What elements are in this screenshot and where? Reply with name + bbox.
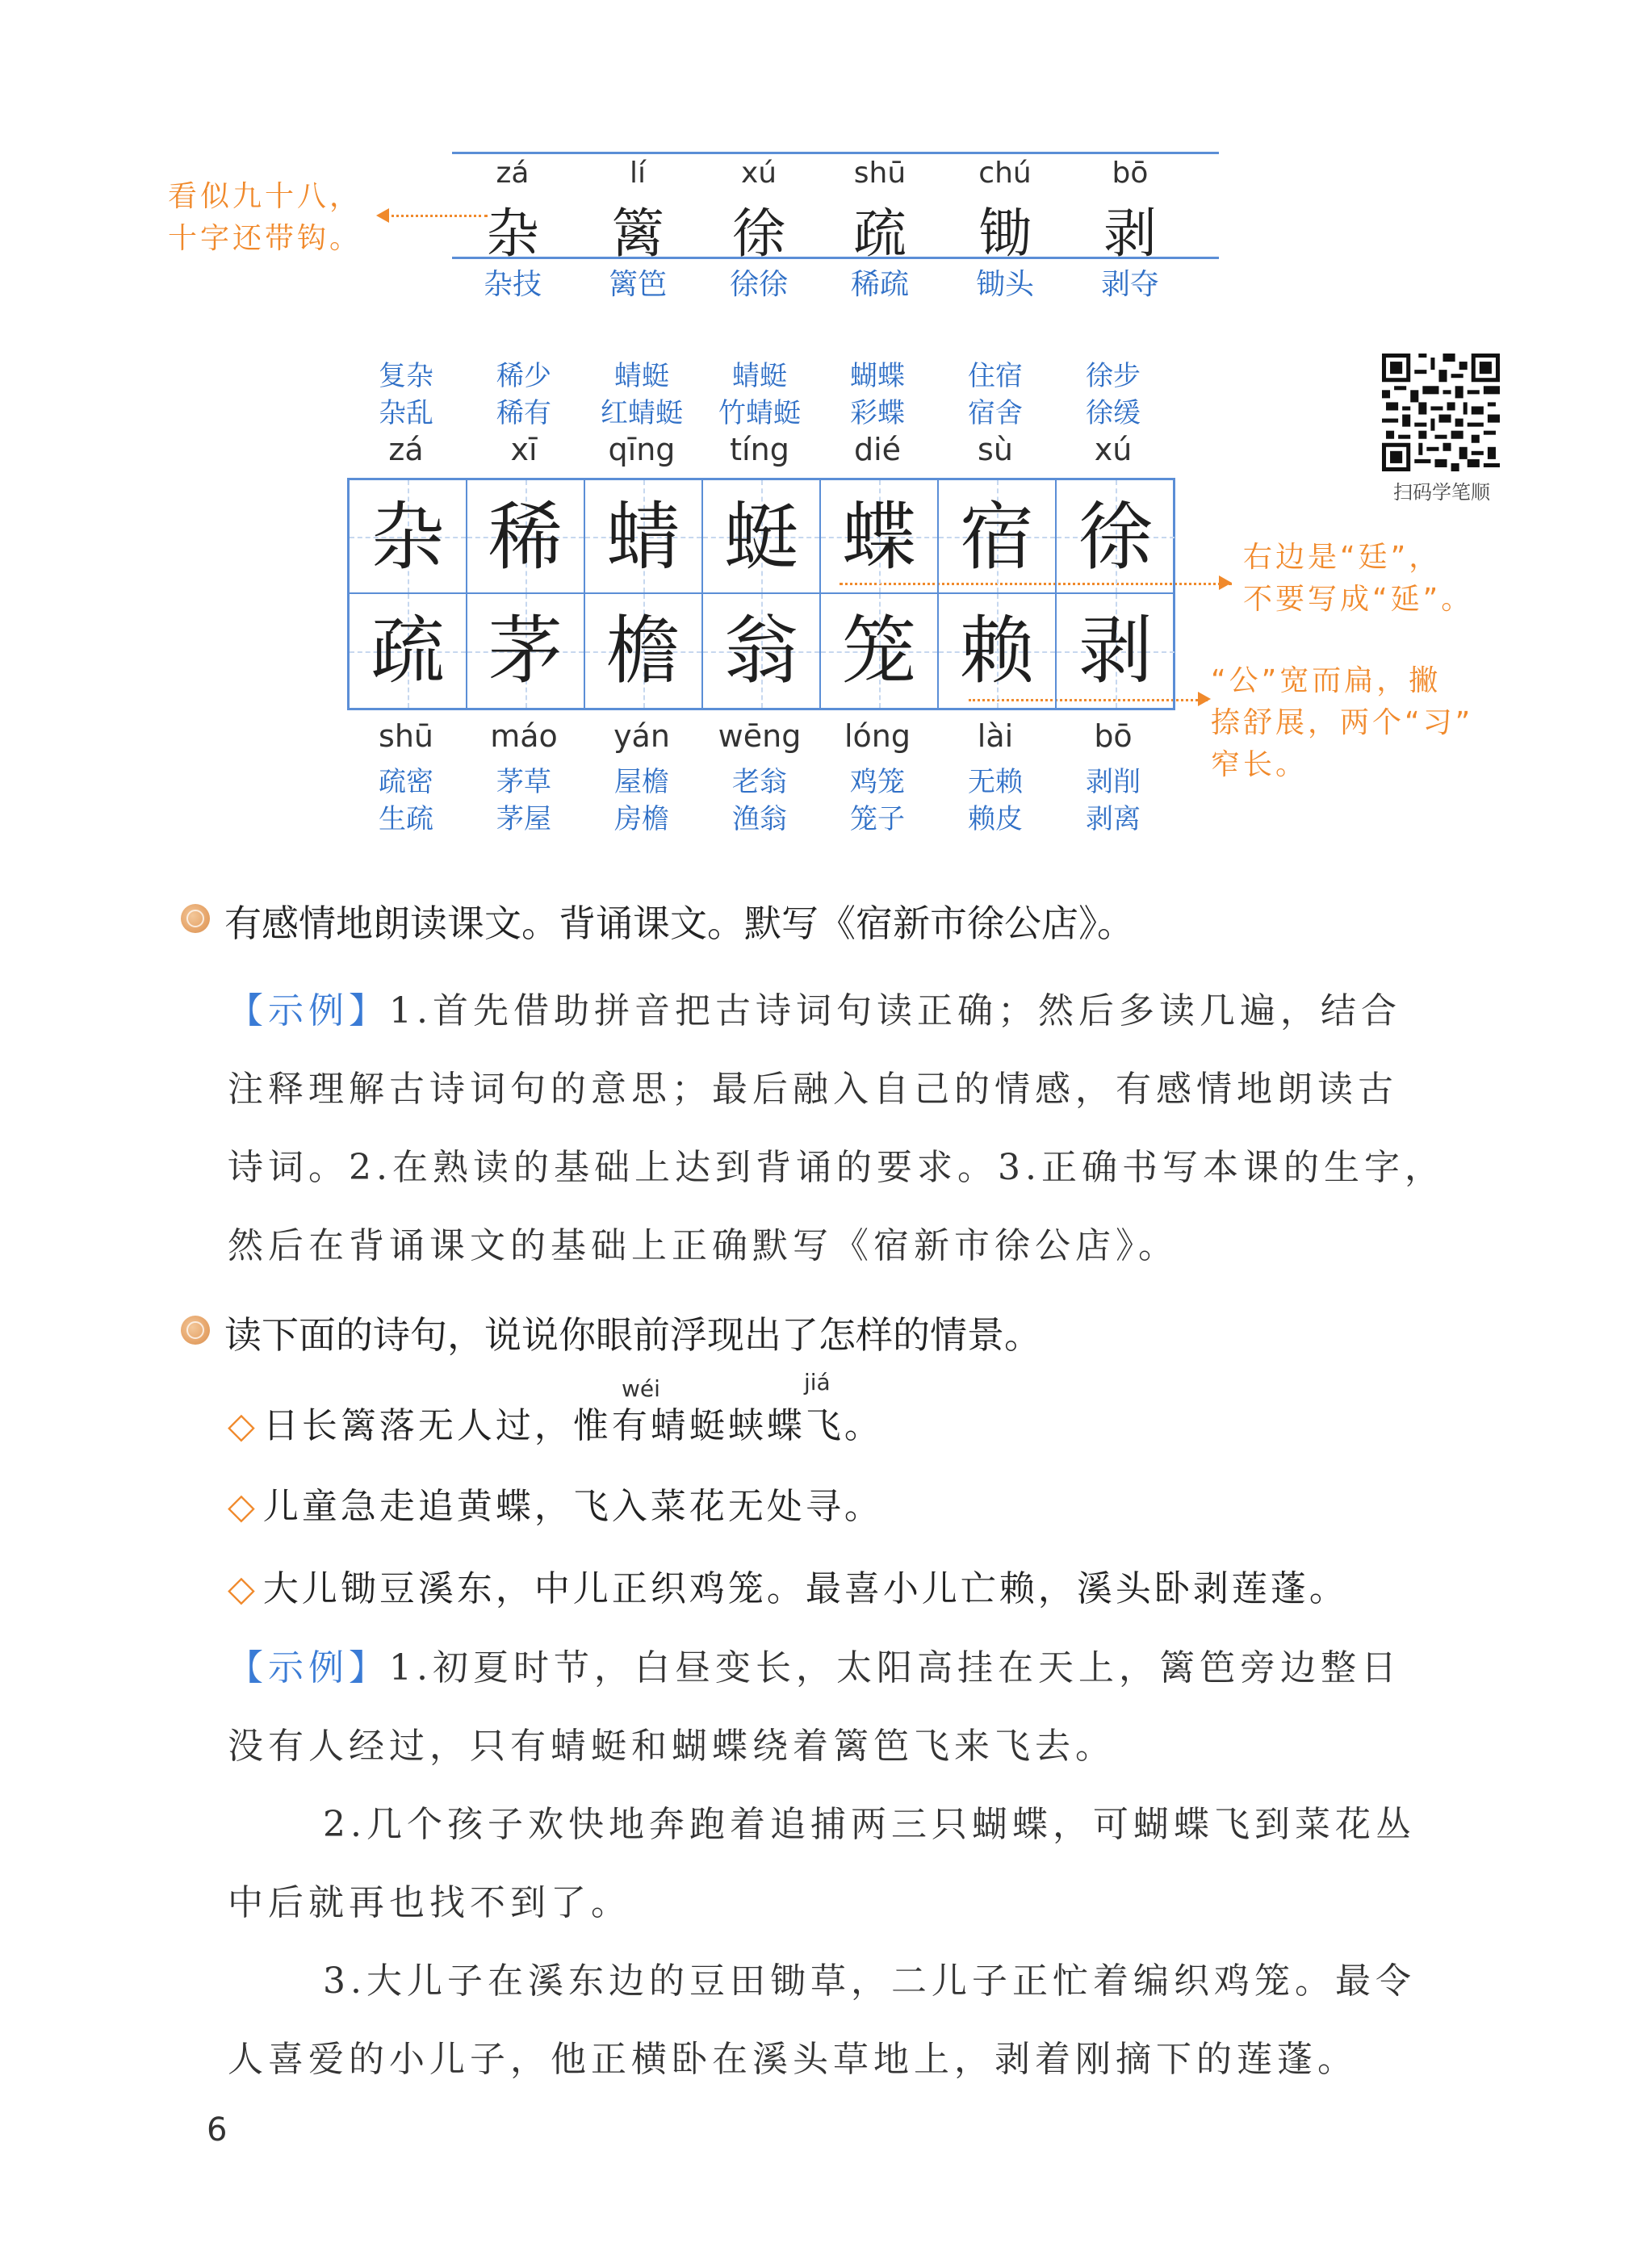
word-pair — [347, 358, 465, 432]
pinyin: yán — [613, 718, 670, 754]
word: 住宿 — [968, 360, 1023, 392]
grid-cell — [939, 480, 1057, 594]
pinyin: zá — [496, 157, 530, 190]
pinyin: bō — [1094, 718, 1133, 754]
word: 笼子 — [850, 803, 905, 835]
word: 剥离 — [1086, 803, 1141, 835]
word: 蜻蜓 — [614, 360, 669, 392]
character: 蝶 — [841, 494, 916, 580]
note-line: 不要写成“延”。 — [1243, 583, 1474, 616]
character: 剥 — [1078, 608, 1153, 694]
grid-cell — [585, 480, 703, 594]
character: 杂 — [486, 203, 539, 265]
grid-cell — [703, 480, 821, 594]
word: 竹蜻蜓 — [718, 397, 801, 429]
example-line: 2.几个孩子欢快地奔跑着追捕两三只蝴蝶，可蝴蝶飞到菜花丛 — [323, 1804, 1416, 1845]
pinyin: shū — [853, 157, 907, 190]
character: 剥 — [1103, 203, 1157, 265]
word: 蝴蝶 — [850, 360, 905, 392]
note-line: “公”宽而扁，撇 — [1211, 664, 1442, 697]
word: 老翁 — [732, 766, 787, 798]
pinyin: zá — [388, 432, 424, 467]
grid-cell — [467, 594, 585, 708]
pinyin: wēng — [718, 718, 802, 754]
word-pair — [936, 358, 1054, 432]
word-pair — [701, 764, 819, 838]
pinyin: sù — [978, 432, 1013, 467]
pinyin: máo — [490, 718, 558, 754]
word-pair — [1054, 358, 1172, 432]
character: 赖 — [959, 608, 1034, 694]
word: 鸡笼 — [850, 766, 905, 798]
grid-cell — [467, 480, 585, 594]
example-line: 【示例】1.初夏时节，白昼变长，太阳高挂在天上，篱笆旁边整日 — [228, 1647, 1401, 1688]
note-leader-line — [386, 215, 488, 217]
character: 稀 — [488, 494, 563, 580]
note-top-left — [168, 176, 362, 260]
pinyin: lóng — [844, 718, 911, 754]
grid-cell — [821, 594, 939, 708]
pinyin: xú — [740, 157, 777, 190]
word: 茅屋 — [496, 803, 551, 835]
word: 徐徐 — [729, 268, 788, 301]
example-2 — [228, 1629, 1543, 2099]
grid-cell — [1057, 480, 1175, 594]
task-1-instruction: 有感情地朗读课文。背诵课文。默写《宿新市徐公店》。 — [224, 902, 1134, 945]
task-bullet-icon — [181, 1316, 210, 1345]
character: 蜓 — [723, 494, 798, 580]
character: 疏 — [370, 608, 445, 694]
pinyin: lí — [629, 157, 646, 190]
grid-cell — [585, 594, 703, 708]
character: 篱 — [611, 203, 664, 265]
character-grid — [347, 478, 1175, 710]
note-right-2 — [1211, 660, 1473, 786]
character: 疏 — [853, 203, 907, 265]
word: 宿舍 — [968, 397, 1023, 429]
diamond-icon: ◇ — [228, 1486, 258, 1527]
word: 篱笆 — [608, 268, 667, 301]
writing-words-row — [452, 152, 1219, 305]
pinyin: dié — [853, 432, 902, 467]
word: 稀疏 — [850, 268, 909, 301]
example-line: 人喜爱的小儿子，他正横卧在溪头草地上，剥着刚摘下的莲蓬。 — [228, 2039, 1358, 2080]
word-pair — [583, 358, 701, 432]
example-line: 【示例】1.首先借助拼音把古诗词句读正确；然后多读几遍，结合 — [228, 990, 1401, 1031]
word: 屋檐 — [614, 766, 669, 798]
pinyin: xú — [1094, 432, 1133, 467]
grid-cell — [1057, 594, 1175, 708]
note-line: 看似九十八， — [168, 180, 362, 213]
note-line: 捺舒展，两个“习” — [1211, 706, 1474, 739]
note-right-1 — [1243, 537, 1473, 621]
pinyin: bō — [1112, 157, 1149, 190]
word: 徐缓 — [1086, 397, 1141, 429]
word: 剥削 — [1086, 766, 1141, 798]
word-pair — [1054, 764, 1172, 838]
word-pair — [465, 358, 583, 432]
word-pair — [819, 358, 936, 432]
word: 无赖 — [968, 766, 1023, 798]
grid-cell — [350, 594, 467, 708]
word: 剥夺 — [1100, 268, 1159, 301]
word-pair — [819, 764, 936, 838]
example-line: 没有人经过，只有蜻蜓和蝴蝶绕着篱笆飞来飞去。 — [228, 1726, 1116, 1767]
word: 锄头 — [975, 268, 1034, 301]
pinyin: tíng — [730, 432, 789, 467]
arrow-right-icon — [1219, 575, 1232, 590]
pinyin: xī — [510, 432, 538, 467]
character: 宿 — [959, 494, 1034, 580]
note-line: 右边是“廷”， — [1243, 541, 1442, 574]
character: 杂 — [370, 494, 445, 580]
pinyin: shū — [379, 718, 433, 754]
task-2-instruction: 读下面的诗句，说说你眼前浮现出了怎样的情景。 — [224, 1313, 1041, 1357]
word: 蜻蜓 — [732, 360, 787, 392]
word-pair — [701, 358, 819, 432]
example-tag: 【示例】 — [228, 1647, 389, 1688]
grid-cell — [703, 594, 821, 708]
word: 房檐 — [614, 803, 669, 835]
grid-cell — [350, 480, 467, 594]
qr-code-icon[interactable] — [1382, 354, 1500, 471]
example-line: 中后就再也找不到了。 — [228, 1882, 631, 1923]
note-line: 窄长。 — [1211, 748, 1308, 781]
word-pair — [465, 764, 583, 838]
word: 稀少 — [496, 360, 551, 392]
example-line: 诗词。2.在熟读的基础上达到背诵的要求。3.正确书写本课的生字， — [228, 1147, 1445, 1188]
character: 翁 — [723, 608, 798, 694]
poem-line: ◇ 大儿锄豆溪东，中儿正织鸡笼。最喜小儿亡赖，溪头卧剥莲蓬。 — [228, 1568, 1348, 1609]
example-line: 然后在背诵课文的基础上正确默写《宿新市徐公店》。 — [228, 1225, 1179, 1266]
word: 生疏 — [379, 803, 433, 835]
word: 杂技 — [483, 268, 542, 301]
task-bullet-icon — [181, 904, 210, 933]
character: 蜻 — [605, 494, 680, 580]
word-pair — [347, 764, 465, 838]
pinyin: lài — [977, 718, 1014, 754]
word-pair — [936, 764, 1054, 838]
word: 复杂 — [379, 360, 433, 392]
pinyin: qīng — [608, 432, 676, 467]
word: 渔翁 — [732, 803, 787, 835]
example-line: 注释理解古诗词句的意思；最后融入自己的情感，有感情地朗读古 — [228, 1069, 1398, 1110]
diamond-icon: ◇ — [228, 1568, 258, 1609]
word: 稀有 — [496, 397, 551, 429]
arrow-right-icon — [1198, 692, 1211, 706]
top-rule — [452, 152, 1219, 154]
poem-line: ◇ 儿童急走追黄蝶，飞入菜花无处寻。 — [228, 1486, 883, 1527]
character: 徐 — [732, 203, 785, 265]
example-line: 3.大儿子在溪东边的豆田锄草，二儿子正忙着编织鸡笼。最令 — [323, 1960, 1416, 2002]
arrow-left-icon — [376, 208, 389, 223]
grid-cell — [821, 480, 939, 594]
word: 红蜻蜓 — [601, 397, 683, 429]
poem-line: ◇ 日长篱落无人过，惟有蜻蜓蛱蝶飞。 — [228, 1405, 883, 1446]
ruby-wei: wéi — [622, 1375, 660, 1402]
character: 茅 — [488, 608, 563, 694]
word: 徐步 — [1086, 360, 1141, 392]
page-number: 6 — [207, 2111, 228, 2149]
example-1 — [228, 972, 1543, 1285]
diamond-icon: ◇ — [228, 1405, 258, 1446]
grid-cell — [939, 594, 1057, 708]
ruby-jia: jiá — [804, 1369, 831, 1396]
word: 茅草 — [496, 766, 551, 798]
pinyin: chú — [978, 157, 1032, 190]
word-pair — [583, 764, 701, 838]
word: 彩蝶 — [850, 397, 905, 429]
character: 锄 — [978, 203, 1032, 265]
character: 徐 — [1078, 494, 1153, 580]
word: 杂乱 — [379, 397, 433, 429]
word: 疏密 — [379, 766, 433, 798]
character: 檐 — [605, 608, 680, 694]
note-line: 十字还带钩。 — [168, 222, 362, 255]
word: 赖皮 — [968, 803, 1023, 835]
example-tag: 【示例】 — [228, 990, 389, 1031]
character: 笼 — [841, 608, 916, 694]
qr-caption: 扫码学笔顺 — [1393, 481, 1490, 504]
